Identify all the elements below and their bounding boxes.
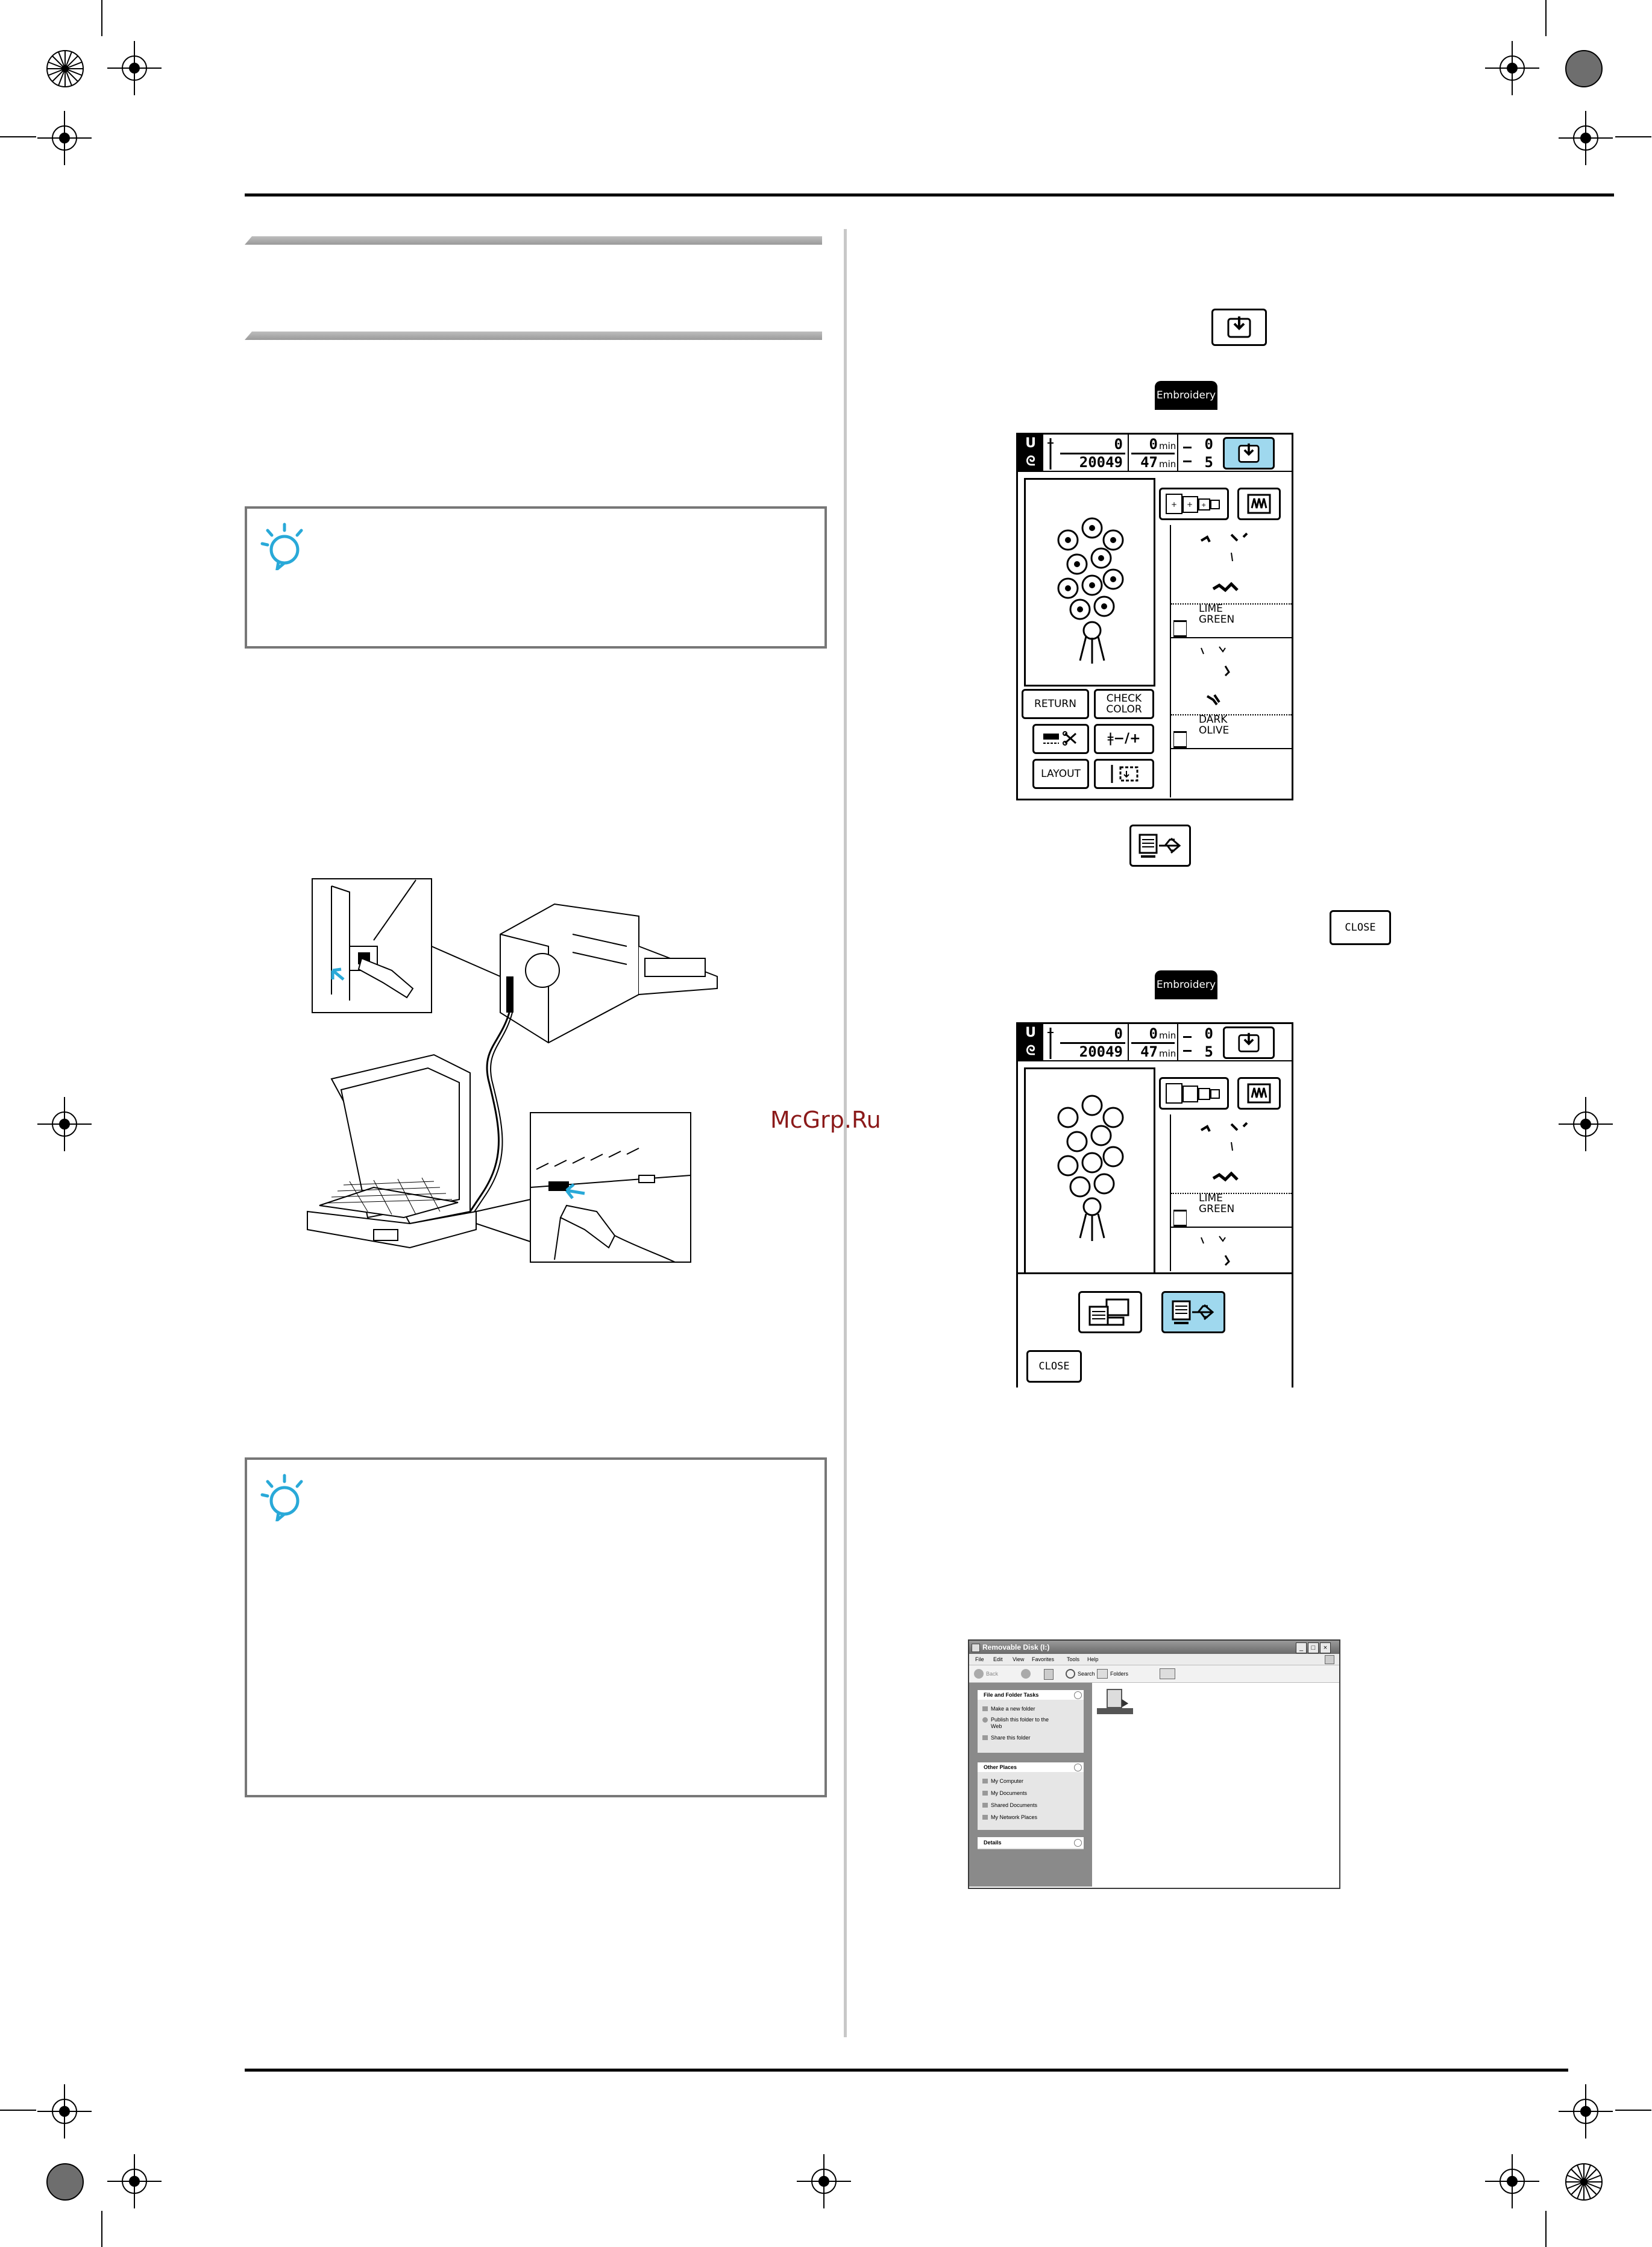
thread-spool-icon bbox=[1173, 731, 1187, 748]
trim-line bbox=[1615, 2110, 1651, 2111]
collapse-icon[interactable] bbox=[1074, 1764, 1082, 1771]
file-icon bbox=[1107, 1689, 1122, 1708]
frame-size-icon bbox=[1165, 1081, 1223, 1105]
status-separator bbox=[1177, 435, 1178, 471]
flower-bouquet-image bbox=[1026, 1069, 1154, 1274]
color-total: 5 bbox=[1204, 1043, 1213, 1060]
trim-line bbox=[0, 2110, 36, 2111]
status-separator bbox=[1177, 1024, 1178, 1060]
thread-spool-icon bbox=[1173, 1210, 1187, 1227]
note-bulb-icon bbox=[260, 1473, 305, 1521]
memory-button[interactable] bbox=[1223, 1026, 1275, 1059]
computer-icon bbox=[1086, 1297, 1134, 1327]
minimize-button[interactable]: _ bbox=[1296, 1642, 1307, 1653]
stitch-total: 20049 bbox=[1079, 454, 1123, 471]
return-button[interactable]: RETURN bbox=[1022, 689, 1089, 719]
menu-help[interactable]: Help bbox=[1087, 1656, 1099, 1662]
embroidery-frame-icon bbox=[1247, 494, 1271, 514]
registration-mark-icon bbox=[1559, 1097, 1613, 1151]
section-heading-bar-bottom bbox=[245, 332, 822, 340]
thread-name-2: DARK OLIVE bbox=[1199, 714, 1230, 737]
status-separator bbox=[1128, 435, 1129, 471]
check-color-button[interactable]: CHECK COLOR bbox=[1094, 689, 1154, 719]
views-icon[interactable] bbox=[1160, 1668, 1175, 1679]
footer-rule bbox=[245, 2069, 1568, 2072]
gray-target-icon bbox=[46, 2163, 84, 2201]
svg-text:+: + bbox=[1171, 500, 1178, 509]
list-divider bbox=[1171, 748, 1292, 749]
presser-foot-icon: U ᘓ bbox=[1018, 1024, 1043, 1060]
status-bar-rule bbox=[1018, 471, 1292, 472]
task-pane bbox=[969, 1683, 1092, 1887]
menu-view[interactable]: View bbox=[1013, 1656, 1025, 1662]
color-total: 5 bbox=[1204, 454, 1213, 471]
explorer-window bbox=[968, 1639, 1340, 1889]
list-divider-dotted bbox=[1171, 714, 1292, 715]
stitch-count: 0 bbox=[1114, 436, 1123, 453]
thread-spool-icon bbox=[1173, 620, 1187, 637]
thread-name-1: LIME GREEN bbox=[1199, 1192, 1235, 1215]
documents-icon bbox=[982, 1791, 988, 1796]
menu-file[interactable]: File bbox=[975, 1656, 984, 1662]
gray-target-icon bbox=[1565, 49, 1603, 88]
folder-icon bbox=[982, 1706, 988, 1711]
shared-folder-icon bbox=[982, 1803, 988, 1808]
registration-mark-icon bbox=[107, 2154, 162, 2208]
network-places-link[interactable]: My Network Places bbox=[991, 1814, 1038, 1820]
window-title: Removable Disk (I:) bbox=[982, 1643, 1050, 1651]
color-sequence-list bbox=[1170, 1114, 1292, 1271]
needle-icon bbox=[1046, 437, 1055, 471]
other-places-panel bbox=[978, 1762, 1084, 1830]
frame-select-button[interactable] bbox=[1159, 488, 1229, 520]
note-bulb-icon bbox=[260, 522, 305, 570]
task-publish[interactable]: Publish this folder to the Web bbox=[991, 1717, 1049, 1729]
time-total: 47 bbox=[1140, 454, 1158, 471]
pattern-preview bbox=[1024, 1067, 1155, 1276]
status-separator bbox=[1128, 1024, 1129, 1060]
section-heading-bar-top bbox=[245, 236, 822, 245]
time-unit-2: min bbox=[1159, 459, 1176, 470]
registration-mark-icon bbox=[1559, 111, 1613, 165]
usb-transfer-icon bbox=[1170, 1298, 1216, 1327]
task-make-folder[interactable]: Make a new folder bbox=[991, 1706, 1035, 1712]
spool-icon bbox=[1183, 1036, 1192, 1052]
embroidery-frame-icon bbox=[1247, 1083, 1271, 1104]
details-panel bbox=[978, 1837, 1084, 1849]
color-part-2-preview bbox=[1195, 1231, 1267, 1268]
save-to-memory-icon bbox=[1237, 1032, 1261, 1054]
thread-name-1: LIME GREEN bbox=[1199, 603, 1235, 626]
flower-bouquet-image bbox=[1026, 480, 1154, 685]
embroidery-mode-button[interactable] bbox=[1237, 488, 1281, 520]
save-to-memory-icon bbox=[1226, 315, 1252, 339]
trim-line bbox=[101, 2211, 102, 2247]
network-icon bbox=[982, 1815, 988, 1820]
save-to-memory-icon bbox=[1237, 442, 1261, 464]
back-button-icon[interactable] bbox=[974, 1669, 984, 1679]
color-part-2-preview bbox=[1195, 642, 1267, 714]
other-places-header[interactable]: Other Places bbox=[978, 1762, 1084, 1772]
lcd-screen-1 bbox=[1016, 433, 1293, 800]
needle-icon bbox=[1046, 1026, 1055, 1060]
menu-tools[interactable]: Tools bbox=[1067, 1656, 1080, 1662]
computer-icon bbox=[982, 1779, 988, 1783]
usb-transfer-icon bbox=[1137, 831, 1183, 860]
expand-icon[interactable] bbox=[1074, 1839, 1082, 1847]
registration-mark-icon bbox=[797, 2154, 851, 2208]
registration-mark-icon bbox=[37, 1097, 92, 1151]
file-view bbox=[1092, 1683, 1338, 1887]
usb-transfer-button[interactable] bbox=[1129, 825, 1191, 867]
frame-size-icon bbox=[1165, 492, 1223, 516]
folders-icon[interactable] bbox=[1097, 1669, 1108, 1679]
usb-media-output-button[interactable] bbox=[1161, 1291, 1225, 1333]
maximize-button[interactable]: □ bbox=[1308, 1642, 1319, 1653]
windows-logo-icon bbox=[1325, 1655, 1334, 1664]
toolbar bbox=[969, 1665, 1339, 1683]
trim-line bbox=[1545, 2211, 1547, 2247]
embroidery-tab: Embroidery bbox=[1155, 381, 1217, 410]
menu-favorites[interactable]: Favorites bbox=[1032, 1656, 1055, 1662]
time-count: 0 bbox=[1149, 436, 1158, 453]
embroidery-file-item[interactable] bbox=[1096, 1689, 1138, 1721]
back-label[interactable]: Back bbox=[986, 1671, 999, 1677]
spool-icon bbox=[1183, 447, 1192, 462]
close-button[interactable]: CLOSE bbox=[1330, 910, 1391, 945]
memory-save-button[interactable] bbox=[1211, 309, 1267, 346]
lcd-screen-2 bbox=[1016, 1022, 1293, 1387]
registration-mark-icon bbox=[1559, 2084, 1613, 2139]
star-target-icon bbox=[46, 49, 84, 88]
time-unit: min bbox=[1159, 1030, 1176, 1041]
color-part-1-preview bbox=[1195, 529, 1267, 607]
trim-line bbox=[1615, 136, 1651, 137]
memory-button[interactable] bbox=[1223, 437, 1275, 470]
window-icon bbox=[972, 1644, 980, 1652]
time-count: 0 bbox=[1149, 1025, 1158, 1042]
registration-mark-icon bbox=[1485, 41, 1539, 95]
frame-select-button[interactable] bbox=[1159, 1077, 1229, 1110]
tension-adjust-label: −/+ bbox=[1113, 731, 1141, 746]
shared-documents-link[interactable]: Shared Documents bbox=[991, 1802, 1038, 1808]
time-unit: min bbox=[1159, 441, 1176, 451]
details-header[interactable]: Details bbox=[978, 1837, 1084, 1848]
globe-icon bbox=[982, 1717, 988, 1723]
output-select-popup bbox=[1018, 1272, 1292, 1387]
search-icon[interactable] bbox=[1066, 1669, 1075, 1679]
my-computer-link[interactable]: My Computer bbox=[991, 1778, 1024, 1784]
folders-label[interactable]: Folders bbox=[1110, 1671, 1129, 1677]
collapse-icon[interactable] bbox=[1074, 1691, 1082, 1699]
note-box bbox=[245, 1457, 827, 1797]
close-window-button[interactable]: × bbox=[1320, 1642, 1331, 1653]
usb-connection-illustration bbox=[301, 874, 735, 1272]
task-share[interactable]: Share this folder bbox=[991, 1735, 1031, 1741]
list-divider bbox=[1171, 637, 1292, 638]
popup-close-button[interactable]: CLOSE bbox=[1026, 1350, 1082, 1383]
menu-bar bbox=[969, 1654, 1339, 1665]
registration-mark-icon bbox=[1485, 2154, 1539, 2208]
search-label[interactable]: Search bbox=[1078, 1671, 1095, 1677]
svg-text:+: + bbox=[1201, 502, 1207, 509]
header-rule bbox=[245, 193, 1614, 196]
thread-cut-icon bbox=[1041, 730, 1081, 748]
tension-adjust-button[interactable] bbox=[1094, 724, 1154, 754]
trial-frame-icon bbox=[1106, 764, 1142, 784]
computer-output-button[interactable] bbox=[1078, 1291, 1142, 1333]
time-total: 47 bbox=[1140, 1043, 1158, 1060]
status-bar-rule bbox=[1018, 1060, 1292, 1061]
file-name-highlight bbox=[1097, 1708, 1133, 1714]
embroidery-mode-button[interactable] bbox=[1237, 1077, 1281, 1110]
time-unit-2: min bbox=[1159, 1048, 1176, 1059]
share-icon bbox=[982, 1735, 988, 1740]
forward-button-icon[interactable] bbox=[1021, 1669, 1031, 1679]
color-sequence-list bbox=[1170, 525, 1292, 797]
registration-mark-icon bbox=[107, 41, 162, 95]
star-target-icon bbox=[1565, 2163, 1603, 2201]
registration-mark-icon bbox=[37, 111, 92, 165]
trim-line bbox=[101, 0, 102, 36]
needle-icon: ǂ bbox=[1107, 731, 1114, 746]
menu-edit[interactable]: Edit bbox=[993, 1656, 1003, 1662]
file-tasks-header[interactable]: File and Folder Tasks bbox=[978, 1690, 1084, 1700]
registration-mark-icon bbox=[37, 2084, 92, 2139]
my-documents-link[interactable]: My Documents bbox=[991, 1790, 1028, 1796]
presser-foot-icon: U ᘓ bbox=[1018, 435, 1043, 471]
layout-button[interactable]: LAYOUT bbox=[1032, 759, 1089, 789]
file-tasks-panel bbox=[978, 1690, 1084, 1753]
trim-line bbox=[1545, 0, 1547, 36]
column-divider bbox=[844, 229, 847, 2037]
trial-button[interactable] bbox=[1094, 759, 1154, 789]
pattern-preview bbox=[1024, 478, 1155, 687]
embroidery-tab: Embroidery bbox=[1155, 970, 1217, 999]
up-folder-icon[interactable] bbox=[1044, 1669, 1054, 1680]
watermark: McGrp.Ru bbox=[770, 1107, 881, 1133]
trim-line bbox=[0, 136, 36, 137]
stitch-count: 0 bbox=[1114, 1025, 1123, 1042]
note-box bbox=[245, 506, 827, 649]
color-part-1-preview bbox=[1195, 1118, 1267, 1196]
list-divider bbox=[1171, 1227, 1292, 1228]
svg-text:+: + bbox=[1187, 500, 1193, 509]
color-count: 0 bbox=[1204, 436, 1213, 453]
stitch-total: 20049 bbox=[1079, 1043, 1123, 1060]
thread-trim-button[interactable] bbox=[1032, 724, 1089, 754]
color-count: 0 bbox=[1204, 1025, 1213, 1042]
